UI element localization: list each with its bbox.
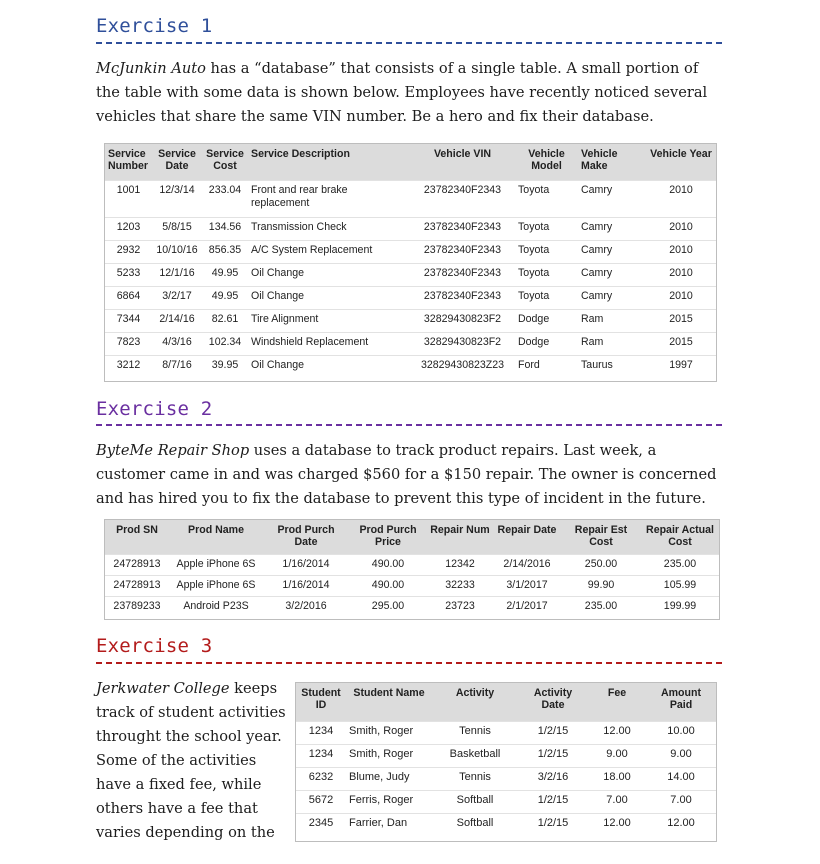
column-header: Prod Purch Price — [349, 520, 427, 554]
table-cell: 24728913 — [105, 575, 169, 596]
table-cell: 1234 — [296, 744, 346, 767]
table-cell: 2/14/2016 — [493, 554, 561, 575]
column-header: Prod Name — [169, 520, 263, 554]
exercise-1-divider — [96, 42, 722, 44]
table-cell: 1234 — [296, 721, 346, 744]
table-cell: 49.95 — [202, 263, 248, 286]
table-cell: Dodge — [515, 332, 578, 355]
table-cell: Toyota — [515, 263, 578, 286]
column-header: Repair Num — [427, 520, 493, 554]
table-cell: 1997 — [646, 355, 716, 378]
column-header: Vehicle Year — [646, 144, 716, 180]
table-cell: 2932 — [105, 240, 152, 263]
table-cell: 3212 — [105, 355, 152, 378]
table-cell: 18.00 — [588, 767, 646, 790]
table-cell: Smith, Roger — [346, 744, 432, 767]
exercise-2-divider — [96, 424, 722, 426]
column-header: Vehicle Make — [578, 144, 646, 180]
table-cell: 233.04 — [202, 180, 248, 217]
column-header: Vehicle VIN — [410, 144, 515, 180]
table-row — [105, 596, 719, 617]
table-cell: A/C System Replacement — [248, 240, 410, 263]
description-line: others have a fee that — [96, 800, 258, 817]
table-cell: Windshield Replacement — [248, 332, 410, 355]
table-cell: 23789233 — [105, 596, 169, 617]
table-row — [105, 286, 716, 309]
table-cell: 490.00 — [349, 554, 427, 575]
table-cell: 2015 — [646, 332, 716, 355]
table-cell: 3/1/2017 — [493, 575, 561, 596]
table-cell: 7823 — [105, 332, 152, 355]
company-name: Jerkwater College — [96, 680, 230, 697]
table-cell: 6232 — [296, 767, 346, 790]
table-row — [105, 240, 716, 263]
table-row — [296, 744, 716, 767]
table-row — [296, 790, 716, 813]
table-row — [105, 263, 716, 286]
table-cell: 2010 — [646, 286, 716, 309]
column-header: Amount Paid — [646, 683, 716, 721]
table-cell: Camry — [578, 240, 646, 263]
exercise-1-title: Exercise 1 — [96, 15, 213, 37]
table-cell: 14.00 — [646, 767, 716, 790]
table-cell: 12/3/14 — [152, 180, 202, 217]
table-cell: 6864 — [105, 286, 152, 309]
table-cell: 23782340F2343 — [410, 240, 515, 263]
table-row — [296, 721, 716, 744]
table-cell: Ferris, Roger — [346, 790, 432, 813]
table-cell: 1/2/15 — [518, 790, 588, 813]
table-cell: Oil Change — [248, 355, 410, 378]
table-cell: Farrier, Dan — [346, 813, 432, 836]
table-cell: Dodge — [515, 309, 578, 332]
table-cell: Ram — [578, 332, 646, 355]
table-cell: 134.56 — [202, 217, 248, 240]
table-cell: 32829430823F2 — [410, 332, 515, 355]
exercise-3-description — [96, 677, 296, 845]
table-cell: 2015 — [646, 309, 716, 332]
table-cell: Apple iPhone 6S — [169, 575, 263, 596]
table-cell: Toyota — [515, 286, 578, 309]
description-text: uses a database to track product repairs. Last week, a customer came in and was charged $560 for a $150 repair. The owner is concerned and has hired you to fix the database to prevent this type of incident in the future. — [96, 442, 717, 507]
table-row — [296, 813, 716, 836]
table-cell: 2/14/16 — [152, 309, 202, 332]
table-cell: 1/2/15 — [518, 744, 588, 767]
table-row — [105, 554, 719, 575]
description-text: keeps — [229, 680, 278, 697]
table-cell: Camry — [578, 217, 646, 240]
table-cell: 1/2/15 — [518, 813, 588, 836]
description-line: varies depending on the — [96, 824, 275, 841]
table-cell: 5/8/15 — [152, 217, 202, 240]
table-cell: 99.90 — [561, 575, 641, 596]
description-line: throught the school year. — [96, 728, 282, 745]
table-cell: 1/16/2014 — [263, 575, 349, 596]
exercise-1-description — [96, 57, 726, 129]
exercise-2-title: Exercise 2 — [96, 398, 213, 420]
table-cell: 856.35 — [202, 240, 248, 263]
table-row — [105, 217, 716, 240]
exercise-3-divider — [96, 662, 722, 664]
table-cell: Taurus — [578, 355, 646, 378]
description-text: has a “database” that consists of a single table. A small portion of the table with some data is shown below. Employees have recently noticed several vehicles that share the same VIN number. Be a hero and fix their database. — [96, 60, 708, 125]
exercise-3-table — [296, 683, 716, 836]
table-cell: 105.99 — [641, 575, 719, 596]
table-row — [105, 332, 716, 355]
table-cell: 23782340F2343 — [410, 286, 515, 309]
column-header: Fee — [588, 683, 646, 721]
table-cell: 39.95 — [202, 355, 248, 378]
column-header: Prod Purch Date — [263, 520, 349, 554]
exercise-2-description — [96, 439, 726, 511]
table-cell: Tennis — [432, 767, 518, 790]
table-cell: 2010 — [646, 217, 716, 240]
column-header: Repair Actual Cost — [641, 520, 719, 554]
table-cell: 2345 — [296, 813, 346, 836]
column-header: Student Name — [346, 683, 432, 721]
table-cell: 2010 — [646, 240, 716, 263]
table-cell: 235.00 — [641, 554, 719, 575]
table-row — [296, 767, 716, 790]
table-cell: 12/1/16 — [152, 263, 202, 286]
table-cell: Toyota — [515, 180, 578, 217]
description-line: Some of the activities — [96, 752, 257, 769]
description-line — [96, 677, 296, 701]
table-cell: Basketball — [432, 744, 518, 767]
table-cell: 82.61 — [202, 309, 248, 332]
table-cell: 2/1/2017 — [493, 596, 561, 617]
table-cell: 1/16/2014 — [263, 554, 349, 575]
column-header: Repair Est Cost — [561, 520, 641, 554]
table-cell: Oil Change — [248, 263, 410, 286]
column-header: Prod SN — [105, 520, 169, 554]
table-cell: 1203 — [105, 217, 152, 240]
table-cell: Blume, Judy — [346, 767, 432, 790]
table-cell: 10/10/16 — [152, 240, 202, 263]
table-cell: 3/2/2016 — [263, 596, 349, 617]
table-cell: Camry — [578, 180, 646, 217]
column-header: Vehicle Model — [515, 144, 578, 180]
table-cell: Ram — [578, 309, 646, 332]
table-cell: Ford — [515, 355, 578, 378]
table-cell: Front and rear brake replacement — [248, 180, 410, 217]
table-row — [105, 180, 716, 217]
table-cell: Apple iPhone 6S — [169, 554, 263, 575]
table-cell: 9.00 — [588, 744, 646, 767]
table-cell: 12.00 — [588, 813, 646, 836]
table-row — [105, 309, 716, 332]
table-cell: 23723 — [427, 596, 493, 617]
table-cell: 23782340F2343 — [410, 217, 515, 240]
table-cell: Softball — [432, 790, 518, 813]
table-cell: 250.00 — [561, 554, 641, 575]
table-cell: 23782340F2343 — [410, 263, 515, 286]
column-header: Activity — [432, 683, 518, 721]
table-cell: 8/7/16 — [152, 355, 202, 378]
table-cell: 2010 — [646, 180, 716, 217]
table-cell: 10.00 — [646, 721, 716, 744]
table-cell: Camry — [578, 286, 646, 309]
company-name: McJunkin Auto — [96, 60, 206, 77]
table-cell: 23782340F2343 — [410, 180, 515, 217]
table-cell: Softball — [432, 813, 518, 836]
column-header: Service Date — [152, 144, 202, 180]
table-cell: 7.00 — [646, 790, 716, 813]
table-cell: 1001 — [105, 180, 152, 217]
table-cell: 7344 — [105, 309, 152, 332]
table-cell: Tennis — [432, 721, 518, 744]
table-cell: 32829430823Z23 — [410, 355, 515, 378]
table-cell: Transmission Check — [248, 217, 410, 240]
table-cell: Toyota — [515, 217, 578, 240]
table-cell: 12342 — [427, 554, 493, 575]
table-cell: 2010 — [646, 263, 716, 286]
table-cell: 32233 — [427, 575, 493, 596]
table-cell: 295.00 — [349, 596, 427, 617]
table-cell: 32829430823F2 — [410, 309, 515, 332]
table-cell: 7.00 — [588, 790, 646, 813]
exercise-1-table — [105, 144, 716, 378]
column-header: Service Number — [105, 144, 152, 180]
column-header: Student ID — [296, 683, 346, 721]
table-cell: Camry — [578, 263, 646, 286]
table-cell: Smith, Roger — [346, 721, 432, 744]
column-header: Repair Date — [493, 520, 561, 554]
table-cell: 24728913 — [105, 554, 169, 575]
table-cell: 49.95 — [202, 286, 248, 309]
table-cell: Toyota — [515, 240, 578, 263]
table-cell: Oil Change — [248, 286, 410, 309]
table-cell: 5672 — [296, 790, 346, 813]
table-row — [105, 355, 716, 378]
description-line: have a fixed fee, while — [96, 776, 262, 793]
table-row — [105, 575, 719, 596]
column-header: Service Description — [248, 144, 410, 180]
table-cell: 4/3/16 — [152, 332, 202, 355]
column-header: Service Cost — [202, 144, 248, 180]
table-cell: 3/2/16 — [518, 767, 588, 790]
table-cell: 235.00 — [561, 596, 641, 617]
table-cell: 102.34 — [202, 332, 248, 355]
column-header: Activity Date — [518, 683, 588, 721]
table-cell: 9.00 — [646, 744, 716, 767]
company-name: ByteMe Repair Shop — [96, 442, 250, 459]
table-cell: 1/2/15 — [518, 721, 588, 744]
table-cell: 12.00 — [646, 813, 716, 836]
exercise-2-table — [105, 520, 719, 617]
table-cell: Tire Alignment — [248, 309, 410, 332]
table-cell: 5233 — [105, 263, 152, 286]
table-cell: 490.00 — [349, 575, 427, 596]
description-line: track of student activities — [96, 704, 286, 721]
table-cell: 3/2/17 — [152, 286, 202, 309]
table-cell: Android P23S — [169, 596, 263, 617]
table-cell: 199.99 — [641, 596, 719, 617]
table-cell: 12.00 — [588, 721, 646, 744]
exercise-3-title: Exercise 3 — [96, 635, 213, 657]
